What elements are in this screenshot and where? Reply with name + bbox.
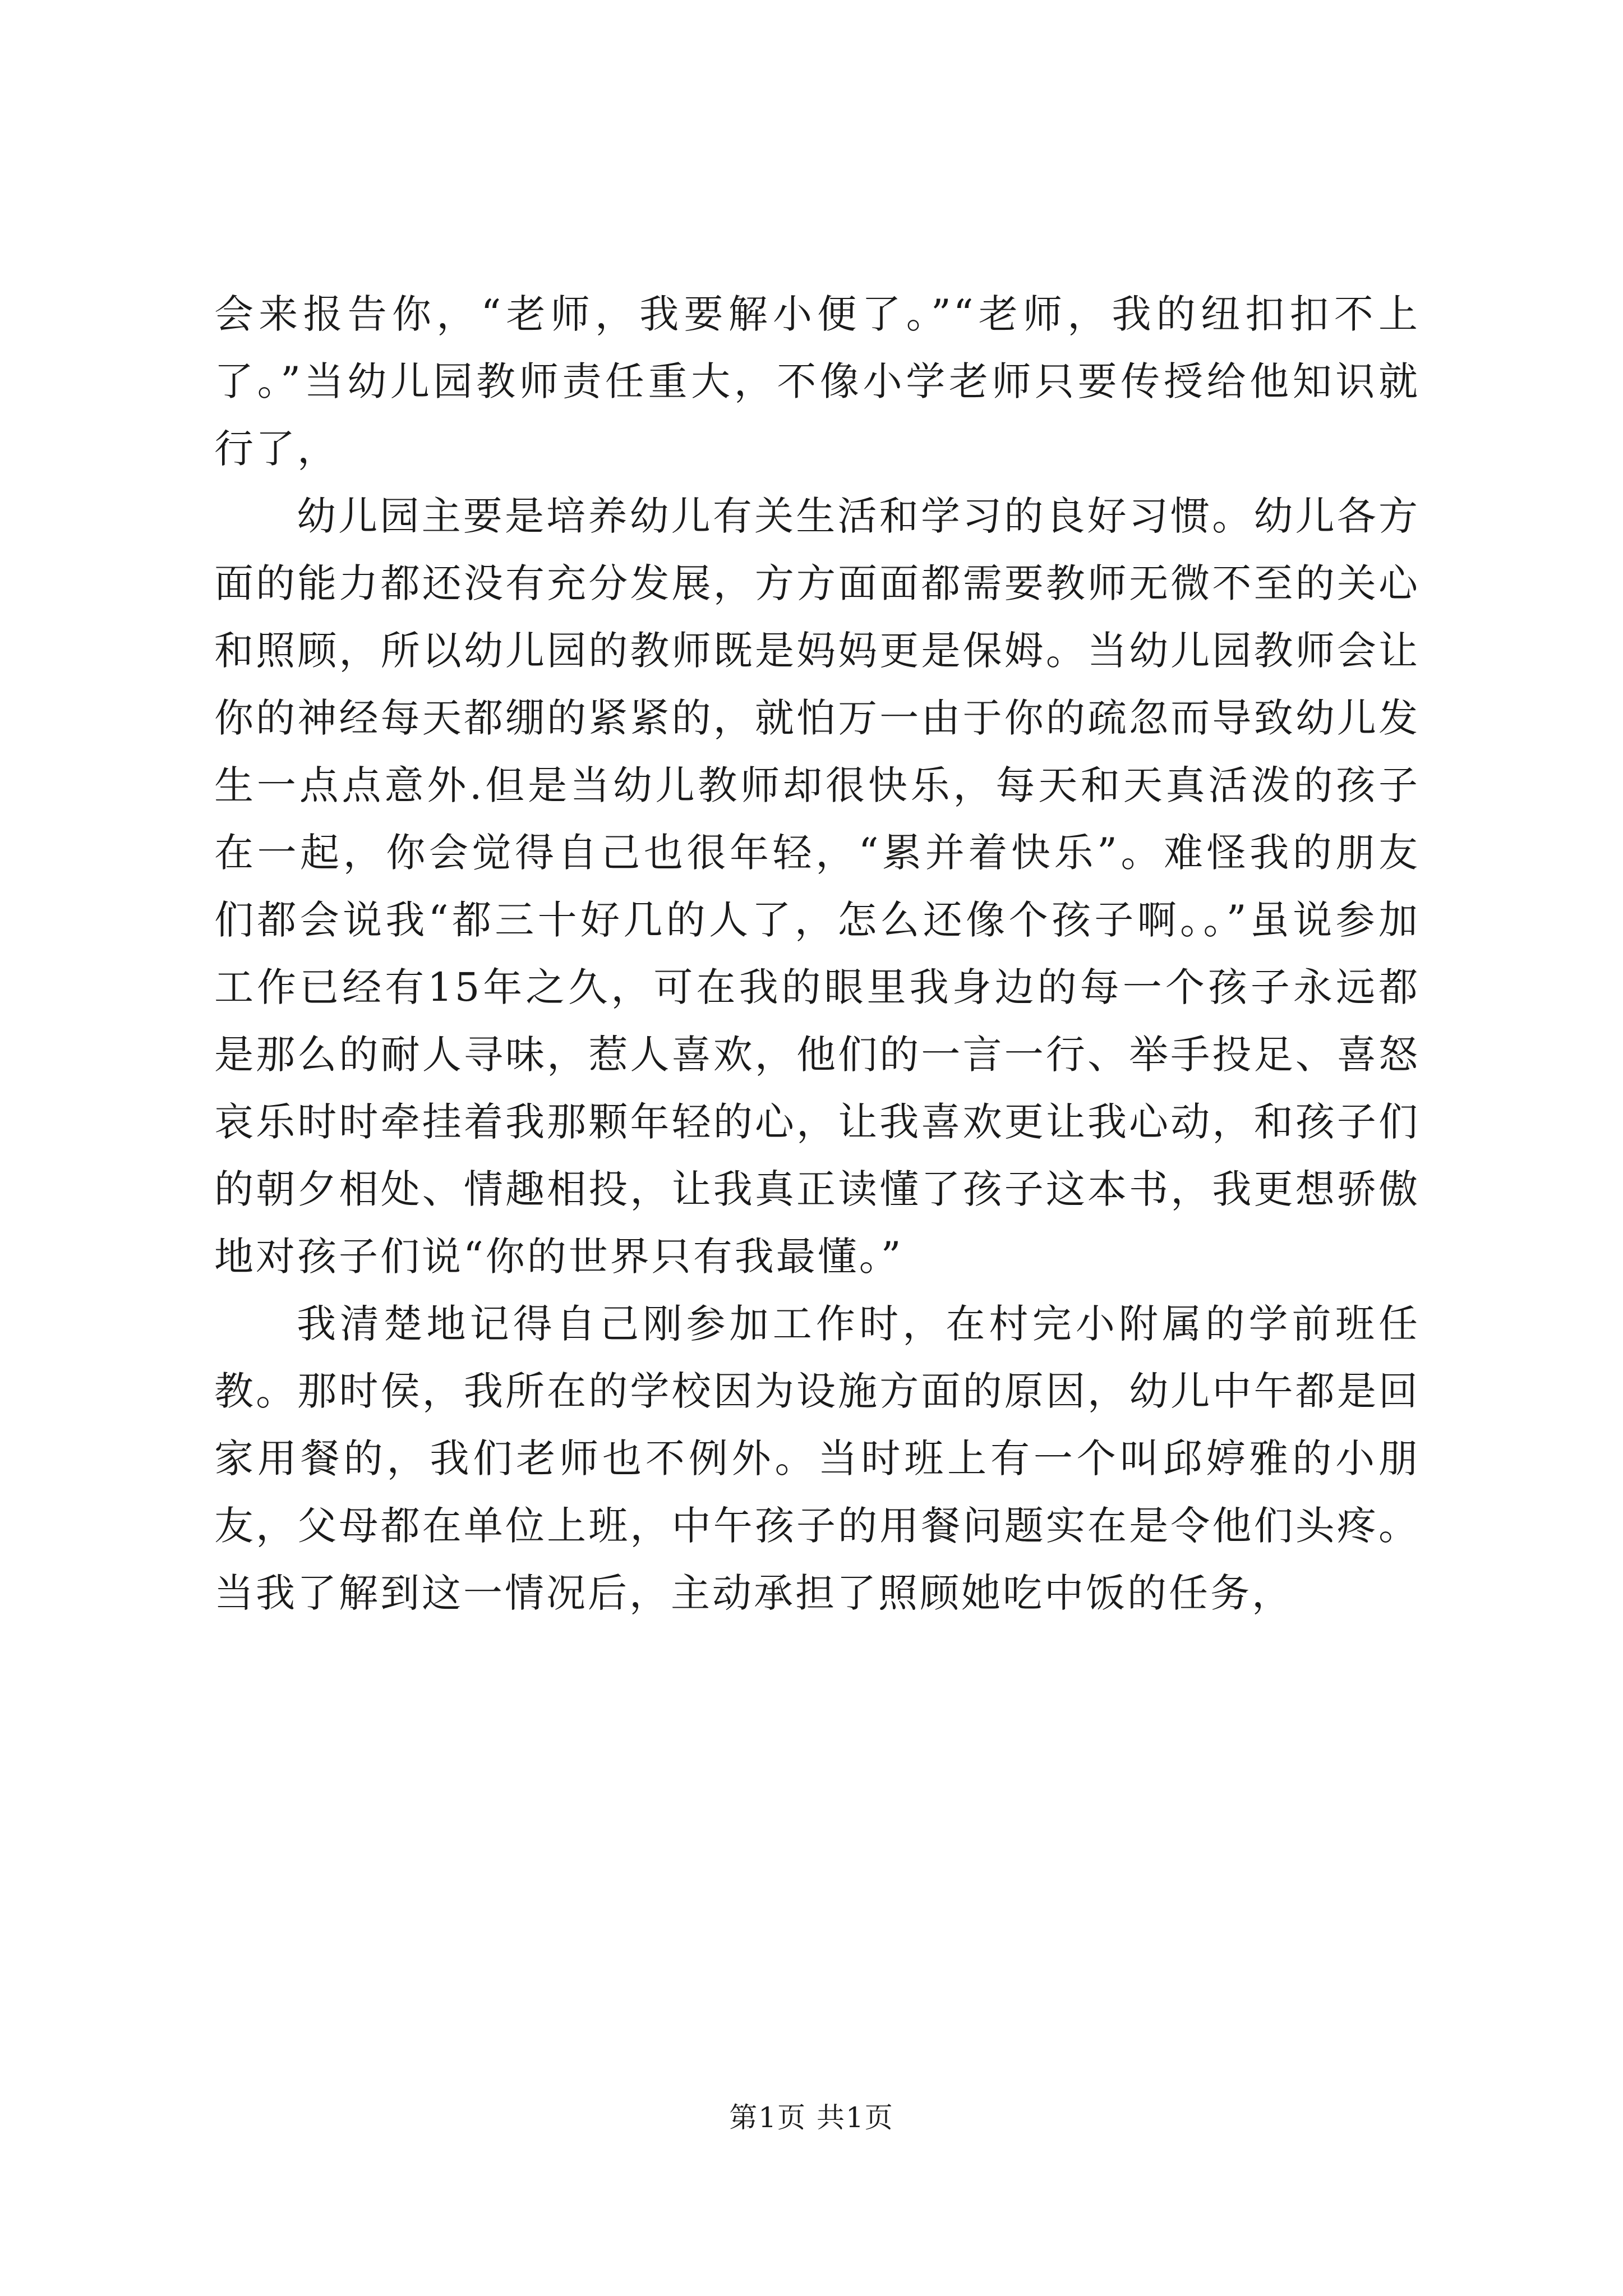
body-text (214, 280, 1420, 1627)
paragraph-2: 幼儿园主要是培养幼儿有关生活和学习的良好习惯。幼儿各方面的能力都还没有充分发展，方方面面都需要教师无微不至的关心和照顾，所以幼儿园的教师既是妈妈更是保姆。当幼儿园教师会让你的神经每天都绷的紧紧的，就怕万一由于你的疏忽而导致幼儿发生一点点意外.但是当幼儿教师却很快乐，每天和天真活泼的孩子在一起，你会觉得自己也很年轻，“累并着快乐”。难怪我的朋友们都会说我“都三十好几的人了，怎么还像个孩子啊。。”虽说参加工作已经有15年之久，可在我的眼里我身边的每一个孩子永远都是那么的耐人寻味，惹人喜欢，他们的一言一行、举手投足、喜怒哀乐时时牵挂着我那颗年轻的心，让我喜欢更让我心动，和孩子们的朝夕相处、情趣相投，让我真正读懂了孩子这本书，我更想骄傲地对孩子们说“你的世界只有我最懂。” (214, 493, 1420, 1280)
paragraph-1: 会来报告你，“老师，我要解小便了。”“老师，我的纽扣扣不上了。”当幼儿园教师责任重大，不像小学老师只要传授给他知识就行了， (214, 291, 1420, 472)
page-footer: 第1页 共1页 (729, 2101, 894, 2134)
paragraph-3: 我清楚地记得自己刚参加工作时，在村完小附属的学前班任教。那时侯，我所在的学校因为设施方面的原因，幼儿中午都是回家用餐的，我们老师也不例外。当时班上有一个叫邱婷雅的小朋友，父母都在单位上班，中午孩子的用餐问题实在是令他们头疼。当我了解到这一情况后，主动承担了照顾她吃中饭的任务， (214, 1301, 1420, 1616)
